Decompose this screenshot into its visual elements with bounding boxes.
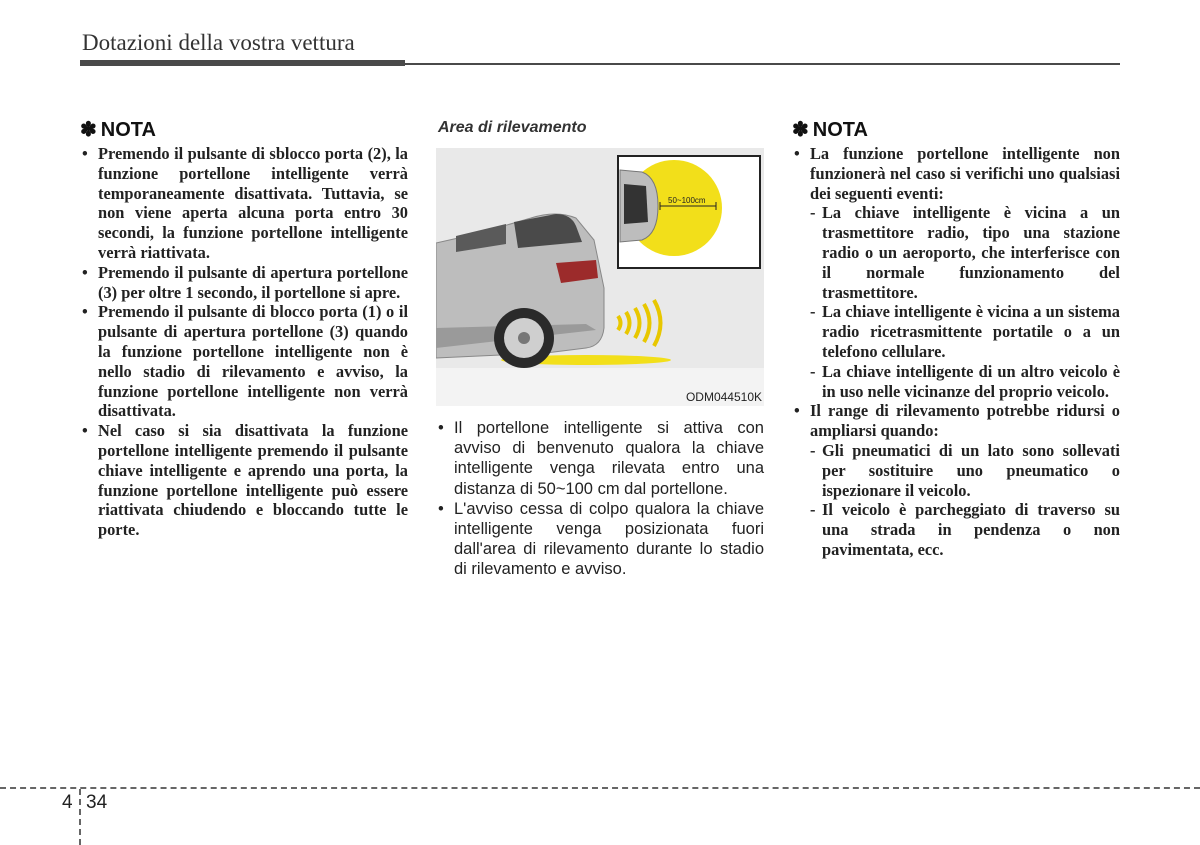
right-note-section xyxy=(792,118,1120,560)
header-rule-thick xyxy=(80,60,405,66)
nota-heading-text: NOTA xyxy=(100,119,156,141)
detection-range-inset xyxy=(618,156,760,268)
page-header-title: Dotazioni della vostra vettura xyxy=(82,30,355,55)
asterisk-icon: ✽ xyxy=(792,119,809,141)
page-number: 34 xyxy=(86,792,108,813)
list-item xyxy=(792,144,1120,401)
middle-section xyxy=(436,118,764,580)
list-item: • Premendo il pulsante di apertura portellone (3) per oltre 1 secondo, il portellone si apre. xyxy=(80,263,408,303)
list-item: • Nel caso si sia disattivata la funzione portellone intelligente premendo il pulsante chiave intelligente e aprendo una porta, la funzione portellone intelligente può essere riattivata chiudendo e bloccando tutte le porte. xyxy=(80,421,408,540)
detection-area-figure xyxy=(436,148,764,406)
list-item xyxy=(792,401,1120,559)
car-illustration xyxy=(436,148,764,406)
figure-caption: Area di rilevamento xyxy=(438,119,587,136)
figure-code: ODM044510K xyxy=(685,390,762,404)
sub-list xyxy=(810,441,1120,560)
right-note-list xyxy=(792,144,1120,560)
chapter-number: 4 xyxy=(62,792,73,813)
sub-list-item: - Gli pneumatici di un lato sono sollevati per sostituire uno pneumatico o ispezionare il veicolo. xyxy=(810,441,1120,500)
sub-list-item: - La chiave intelligente è vicina a un trasmettitore radio, tipo una stazione radio o un aeroporto, che interferisce con il normale funzionamento del trasmettitore. xyxy=(810,203,1120,302)
sub-list-item: - La chiave intelligente è vicina a un sistema radio ricetrasmittente portatile o a un telefono cellulare. xyxy=(810,302,1120,361)
sub-list xyxy=(810,203,1120,401)
distance-label: 50~100cm xyxy=(668,196,706,205)
footer-dashed-rule xyxy=(0,787,1200,789)
list-item-text: La funzione portellone intelligente non funzionerà nel caso si verifichi uno qualsiasi dei seguenti eventi: xyxy=(810,144,1120,203)
nota-heading-right xyxy=(792,118,1120,142)
asterisk-icon: ✽ xyxy=(80,119,97,141)
list-item: • Premendo il pulsante di sblocco porta (2), la funzione portellone intelligente verrà temporaneamente disattivata. Tuttavia, se non viene aperta alcuna porta entro 30 secondi, la funzione portellone intelligente verrà riattivata. xyxy=(80,144,408,263)
left-note-list xyxy=(80,144,408,540)
nota-heading-text: NOTA xyxy=(812,119,868,141)
left-note-section xyxy=(80,118,408,540)
list-item: • L'avviso cessa di colpo qualora la chiave intelligente venga posizionata fuori dall'area di rilevamento durante lo stadio di rilevamento e avviso. xyxy=(436,499,764,580)
middle-text-list xyxy=(436,418,764,580)
sub-list-item: - La chiave intelligente di un altro veicolo è in uso nelle vicinanze del proprio veicolo. xyxy=(810,362,1120,402)
sub-list-item: - Il veicolo è parcheggiato di traverso su una strada in pendenza o non pavimentata, ecc. xyxy=(810,500,1120,559)
nota-heading-left xyxy=(80,118,408,142)
list-item: • Premendo il pulsante di blocco porta (1) o il pulsante di apertura portellone (3) quando la funzione portellone intelligente non è nello stadio di rilevamento e avviso, la funzione portellone intelligente non verrà disattivata. xyxy=(80,302,408,421)
header-rule-thin xyxy=(405,63,1120,65)
footer-dashed-divider xyxy=(79,789,81,845)
list-item: • Il portellone intelligente si attiva con avviso di benvenuto qualora la chiave intelligente venga rilevata entro una distanza di 50~100 cm dal portellone. xyxy=(436,418,764,499)
list-item-text: Il range di rilevamento potrebbe ridursi o ampliarsi quando: xyxy=(810,401,1120,441)
